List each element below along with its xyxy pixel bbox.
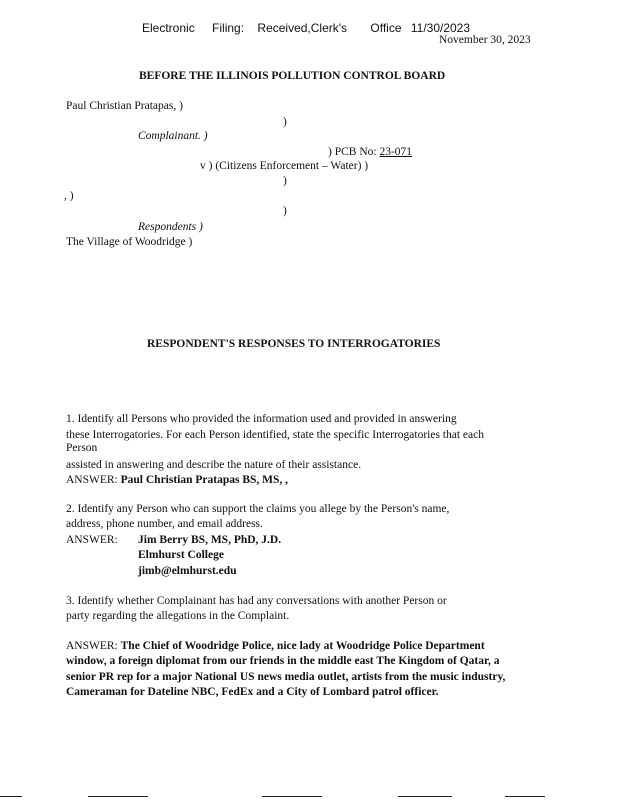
question-line: Person (66, 442, 98, 454)
document-date: November 30, 2023 (439, 34, 531, 46)
question-line: address, phone number, and email address. (66, 518, 263, 530)
question-line: 1. Identify all Persons who provided the information used and provided in answering (66, 413, 457, 425)
blank-party: , ) (64, 190, 74, 202)
question-line: 2. Identify any Person who can support the claims you allege by the Person's name, (66, 503, 450, 515)
caption-paren: ) (283, 205, 287, 217)
answer-line: jimb@elmhurst.edu (138, 565, 237, 577)
caption-paren: ) (283, 175, 287, 187)
answer-line: Elmhurst College (138, 549, 224, 561)
respondent-name: The Village of Woodridge ) (66, 236, 193, 248)
stamp-electronic: Electronic (142, 21, 195, 35)
filing-stamp (142, 21, 470, 35)
stamp-office: Office (370, 21, 402, 35)
document-title: RESPONDENT'S RESPONSES TO INTERROGATORIES (147, 338, 441, 350)
caption-paren: ) (283, 116, 287, 128)
answer-label: ANSWER: (66, 534, 118, 546)
question-line: party regarding the allegations in the Complaint. (66, 610, 290, 622)
question-line: assisted in answering and describe the nature of their assistance. (66, 459, 362, 471)
board-title: BEFORE THE ILLINOIS POLLUTION CONTROL BOARD (139, 70, 446, 82)
scan-mark (88, 796, 148, 797)
respondents-label: Respondents ) (138, 221, 203, 233)
question-line: these Interrogatories. For each Person identified, state the specific Interrogatories that each (66, 429, 484, 441)
scan-mark (398, 796, 452, 797)
answer-3-first-line (66, 640, 485, 652)
question-line: 3. Identify whether Complainant has had any conversations with another Person or (66, 595, 447, 607)
versus-line: v ) (Citizens Enforcement – Water) ) (200, 160, 369, 172)
answer-line: senior PR rep for a major National US news media outlet, artists from the music industry, (66, 671, 506, 683)
stamp-date: 11/30/2023 (410, 21, 471, 35)
answer-line: Cameraman for Dateline NBC, FedEx and a City of Lombard patrol officer. (66, 686, 439, 698)
answer-1 (66, 474, 288, 486)
scan-mark (0, 796, 22, 797)
pcb-number-line (328, 146, 412, 158)
complainant-label: Complainant. ) (138, 130, 208, 142)
pcb-prefix: ) PCB No: (328, 146, 380, 158)
stamp-received: Received,Clerk's (257, 21, 348, 35)
answer-text: Paul Christian Pratapas BS, MS, , (120, 474, 289, 486)
answer-line: Jim Berry BS, MS, PhD, J.D. (138, 534, 282, 546)
complainant-name: Paul Christian Pratapas, ) (66, 100, 183, 112)
scan-mark (262, 796, 322, 797)
stamp-filing: Filing: (212, 21, 245, 35)
answer-line: The Chief of Woodridge Police, nice lady at Woodridge Police Department (120, 640, 485, 652)
answer-label: ANSWER: (66, 640, 118, 652)
pcb-number: 23-071 (379, 146, 413, 158)
answer-label: ANSWER: (66, 474, 118, 486)
scan-mark (505, 796, 545, 797)
answer-line: window, a foreign diplomat from our friends in the middle east The Kingdom of Qatar, a (66, 655, 500, 667)
